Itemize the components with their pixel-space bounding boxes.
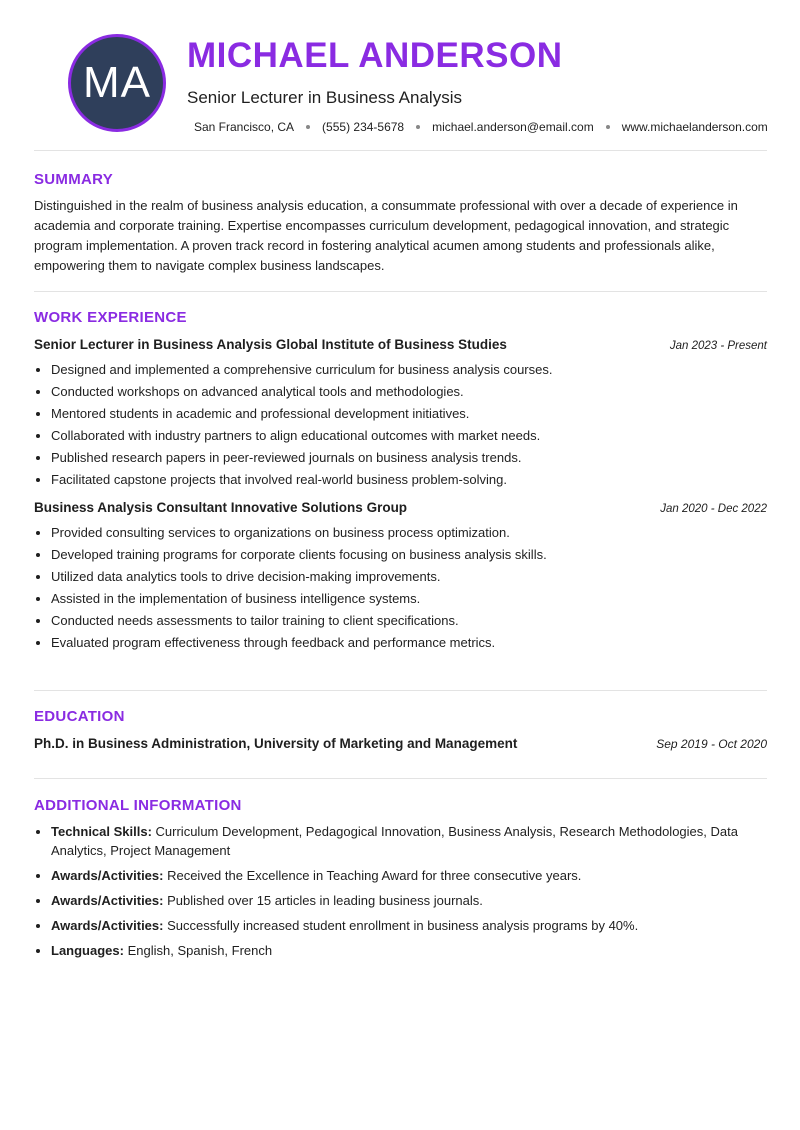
additional-info-list: [34, 822, 767, 960]
education-section: [34, 691, 767, 778]
job-bullet: • Conducted workshops on advanced analytical tools and methodologies.: [51, 381, 767, 403]
job-bullet: • Provided consulting services to organizations on business process optimization.: [51, 522, 767, 544]
job-bullet: • Designed and implemented a comprehensive curriculum for business analysis courses.: [51, 359, 767, 381]
info-text: Received the Excellence in Teaching Award for three consecutive years.: [163, 868, 582, 883]
info-label: Awards/Activities:: [51, 918, 164, 933]
job-bullets: [34, 359, 767, 491]
job-bullets: [34, 522, 767, 654]
job-bullet: • Collaborated with industry partners to align educational outcomes with market needs.: [51, 425, 767, 447]
summary-heading: SUMMARY: [34, 171, 114, 188]
info-text: English, Spanish, French: [123, 943, 273, 958]
info-label: Technical Skills:: [51, 824, 152, 839]
info-item: [51, 822, 767, 860]
info-text: Successfully increased student enrollment in business analysis programs by 40%.: [163, 918, 639, 933]
job-entry: [34, 337, 767, 491]
avatar-initials: MA: [83, 58, 151, 107]
info-item: [51, 941, 767, 960]
education-dates: Sep 2019 - Oct 2020: [656, 737, 767, 751]
job-title: Business Analysis Consultant Innovative Solutions Group: [34, 500, 408, 515]
info-item: [51, 866, 767, 885]
job-bullet: • Utilized data analytics tools to drive decision-making improvements.: [51, 566, 767, 588]
additional-info-section: [34, 779, 767, 960]
candidate-name: MICHAEL ANDERSON: [187, 36, 563, 75]
work-experience-heading: WORK EXPERIENCE: [34, 309, 187, 326]
job-bullet: • Conducted needs assessments to tailor training to client specifications.: [51, 610, 767, 632]
work-experience-section: [34, 292, 767, 690]
job-bullet: • Evaluated program effectiveness through feedback and performance metrics.: [51, 632, 767, 654]
job-header: [34, 337, 767, 352]
job-dates: Jan 2020 - Dec 2022: [660, 503, 767, 515]
additional-info-heading: ADDITIONAL INFORMATION: [34, 797, 242, 814]
job-bullet: • Assisted in the implementation of business intelligence systems.: [51, 588, 767, 610]
job-title: Senior Lecturer in Business Analysis Global Institute of Business Studies: [34, 337, 507, 352]
contact-list: [194, 120, 768, 134]
info-label: Awards/Activities:: [51, 868, 164, 883]
education-heading: EDUCATION: [34, 708, 125, 725]
contact-website[interactable]: www.michaelanderson.com: [594, 120, 768, 134]
summary-section: [34, 151, 767, 291]
candidate-title: Senior Lecturer in Business Analysis: [187, 88, 462, 107]
job-header: [34, 500, 767, 515]
education-entry: [34, 736, 767, 751]
contact-phone: (555) 234-5678: [294, 120, 404, 134]
info-text: Published over 15 articles in leading business journals.: [163, 893, 483, 908]
info-item: [51, 891, 767, 910]
job-dates: Jan 2023 - Present: [669, 340, 767, 352]
resume-header: [34, 0, 767, 150]
education-degree: Ph.D. in Business Administration, University of Marketing and Management: [34, 736, 518, 751]
job-entry: [34, 500, 767, 654]
info-item: [51, 916, 767, 935]
info-label: Languages:: [51, 943, 124, 958]
job-bullet: • Facilitated capstone projects that involved real-world business problem-solving.: [51, 469, 767, 491]
contact-email[interactable]: michael.anderson@email.com: [404, 120, 594, 134]
avatar: [68, 34, 166, 132]
info-text: Curriculum Development, Pedagogical Innovation, Business Analysis, Research Methodologies, Data Analytics, Project Management: [51, 824, 738, 858]
job-bullet: • Mentored students in academic and professional development initiatives.: [51, 403, 767, 425]
summary-text: Distinguished in the realm of business analysis education, a consummate professional with over a decade of experience in academia and corporate training. Expertise encompasses curriculum development, pedagogical innovation, and strategic program implementation. A proven track record in fostering analytical acumen among students and professionals alike, empowering them to navigate complex business landscapes.: [34, 198, 738, 273]
info-label: Awards/Activities:: [51, 893, 164, 908]
job-bullet: • Developed training programs for corporate clients focusing on business analysis skills.: [51, 544, 767, 566]
contact-location: San Francisco, CA: [194, 120, 295, 134]
job-bullet: • Published research papers in peer-reviewed journals on business analysis trends.: [51, 447, 767, 469]
